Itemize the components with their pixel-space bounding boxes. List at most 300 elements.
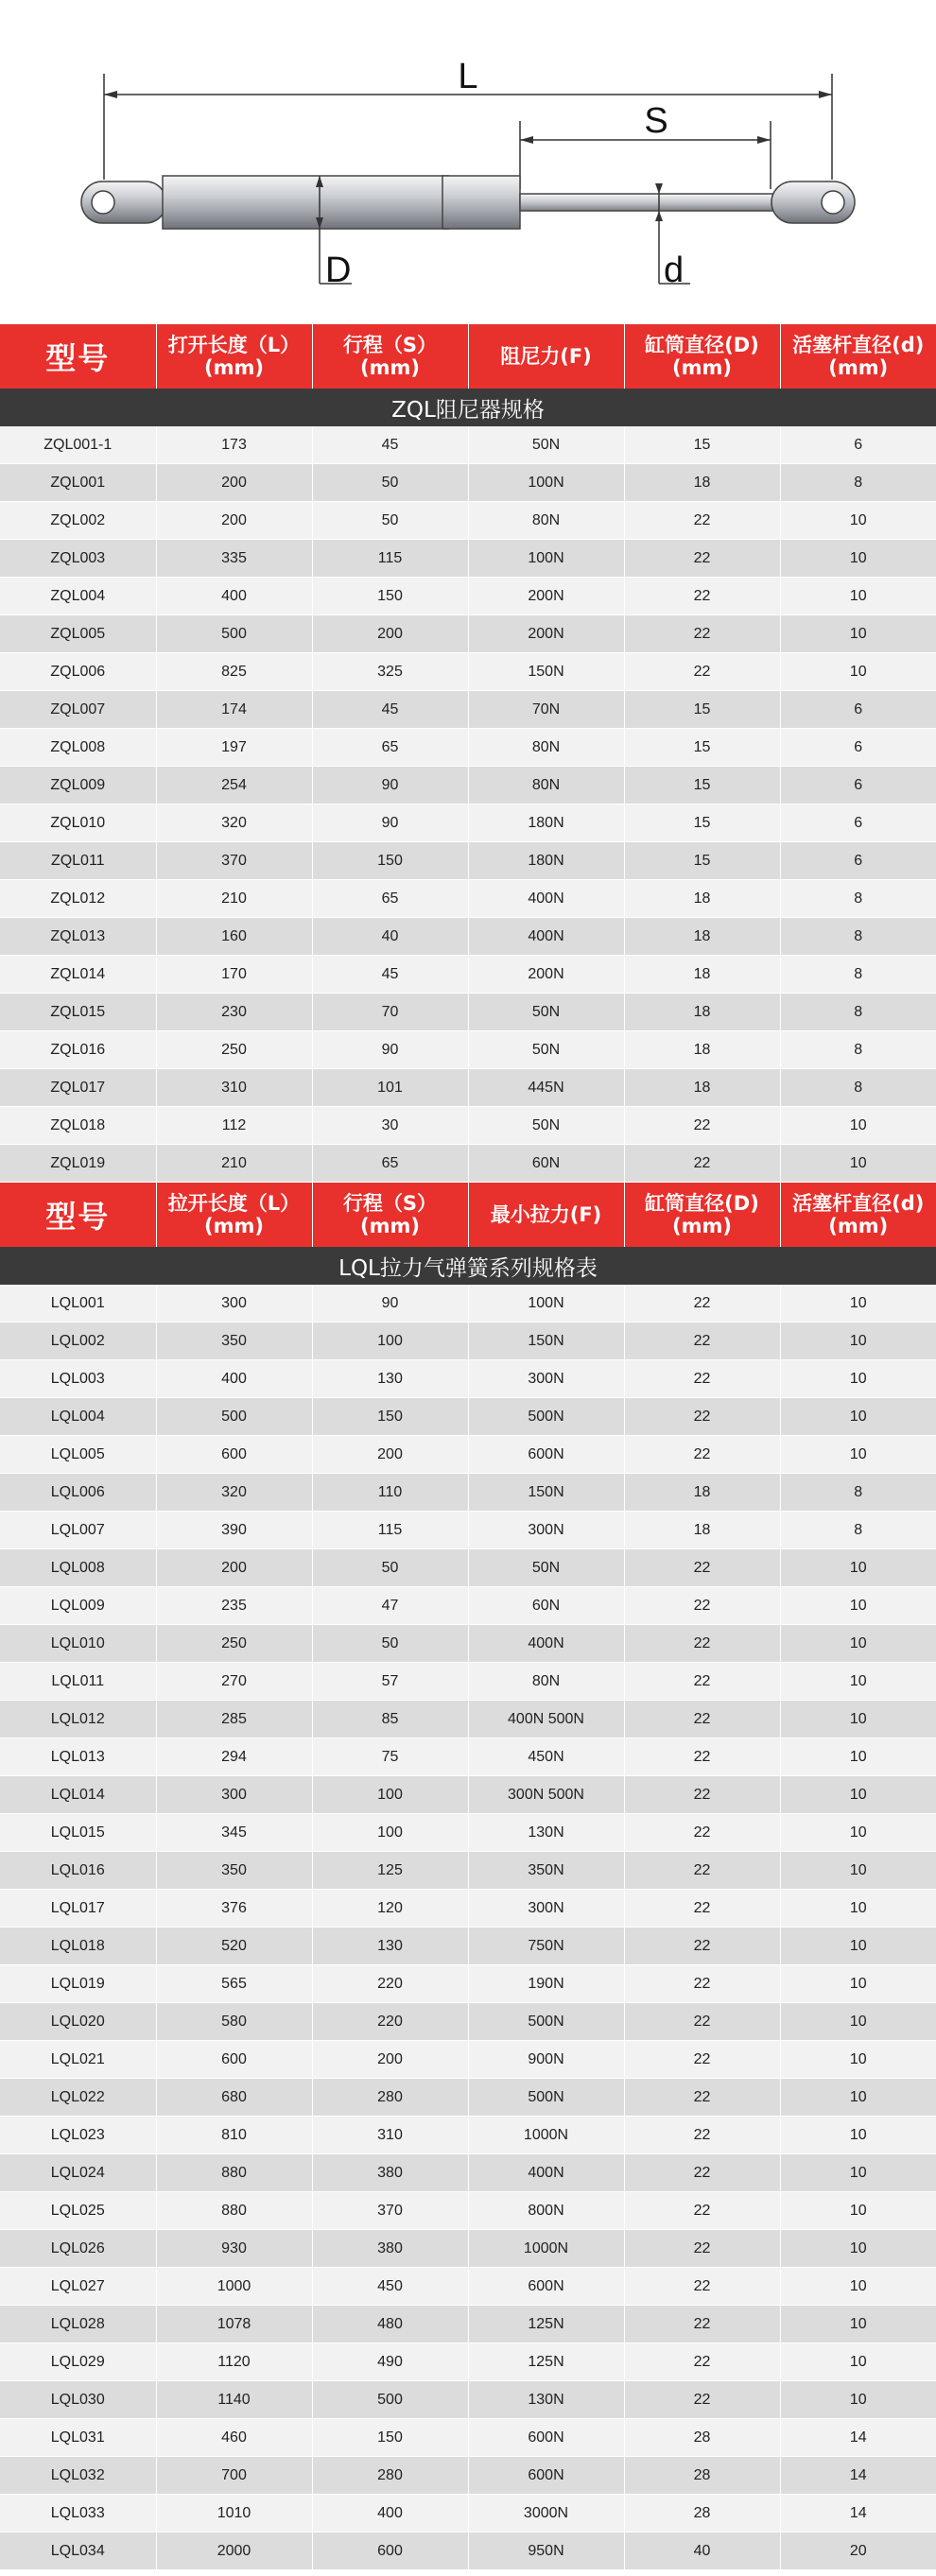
table-cell: 50 xyxy=(312,464,468,502)
table-row xyxy=(0,1360,936,1398)
table-cell: 18 xyxy=(624,1512,780,1549)
table-row xyxy=(0,729,936,767)
table-cell: 100 xyxy=(312,1323,468,1360)
table-row xyxy=(0,1625,936,1663)
table-cell: 400N xyxy=(468,2154,624,2192)
table-cell: 325 xyxy=(312,653,468,691)
table-cell: 10 xyxy=(780,578,936,615)
table-cell: 70N xyxy=(468,691,624,729)
table-cell: 22 xyxy=(624,1587,780,1625)
table-row xyxy=(0,994,936,1031)
table-cell: LQL010 xyxy=(0,1625,156,1663)
table-cell: 600 xyxy=(156,2041,312,2079)
gas-spring-drawing xyxy=(0,0,936,324)
table-cell: ZQL008 xyxy=(0,729,156,767)
table-cell: 600 xyxy=(156,1436,312,1474)
table-cell: 60N xyxy=(468,1587,624,1625)
table-cell: 10 xyxy=(780,2230,936,2268)
table-cell: ZQL018 xyxy=(0,1107,156,1145)
table-cell: 45 xyxy=(312,956,468,994)
table-cell: 50 xyxy=(312,502,468,540)
zql-header-cell: 阻尼力(F) xyxy=(468,324,624,389)
dimension-D-label: D xyxy=(325,251,352,290)
table-cell: 22 xyxy=(624,1549,780,1587)
table-cell: 22 xyxy=(624,1625,780,1663)
table-cell: 294 xyxy=(156,1738,312,1776)
table-row xyxy=(0,1549,936,1587)
table-cell: 45 xyxy=(312,426,468,464)
table-cell: LQL008 xyxy=(0,1549,156,1587)
table-cell: 10 xyxy=(780,2268,936,2306)
table-cell: LQL021 xyxy=(0,2041,156,2079)
table-row xyxy=(0,426,936,464)
table-cell: 460 xyxy=(156,2419,312,2457)
table-row xyxy=(0,1145,936,1183)
table-cell: 115 xyxy=(312,1512,468,1549)
table-row xyxy=(0,464,936,502)
zql-header-cell: 活塞杆直径(d) (mm) xyxy=(780,324,936,389)
table-cell: LQL034 xyxy=(0,2533,156,2570)
table-cell: 125N xyxy=(468,2306,624,2343)
table-cell: 8 xyxy=(780,1069,936,1107)
table-cell: 22 xyxy=(624,1814,780,1852)
table-cell: 6 xyxy=(780,426,936,464)
table-cell: 10 xyxy=(780,1738,936,1776)
table-cell: 310 xyxy=(312,2117,468,2154)
table-row xyxy=(0,2381,936,2419)
zql-header-cell: 缸筒直径(D) (mm) xyxy=(624,324,780,389)
table-cell: 10 xyxy=(780,1360,936,1398)
table-cell: 370 xyxy=(156,842,312,880)
table-cell: 60N xyxy=(468,1145,624,1183)
table-row xyxy=(0,1776,936,1814)
table-cell: ZQL004 xyxy=(0,578,156,615)
table-cell: LQL027 xyxy=(0,2268,156,2306)
table-cell: 15 xyxy=(624,426,780,464)
table-cell: 250 xyxy=(156,1031,312,1069)
table-row xyxy=(0,2117,936,2154)
table-cell: 10 xyxy=(780,1398,936,1436)
table-cell: 500 xyxy=(156,615,312,653)
table-cell: 10 xyxy=(780,1323,936,1360)
table-row xyxy=(0,956,936,994)
table-cell: 10 xyxy=(780,2192,936,2230)
table-row xyxy=(0,2003,936,2041)
table-row xyxy=(0,1965,936,2003)
table-cell: 180N xyxy=(468,804,624,842)
table-cell: LQL002 xyxy=(0,1323,156,1360)
table-row xyxy=(0,918,936,956)
table-cell: 10 xyxy=(780,2117,936,2154)
table-row xyxy=(0,540,936,578)
table-cell: 200 xyxy=(312,1436,468,1474)
table-cell: 2000 xyxy=(156,2533,312,2570)
table-cell: LQL030 xyxy=(0,2381,156,2419)
table-cell: 10 xyxy=(780,2343,936,2381)
table-cell: 10 xyxy=(780,1814,936,1852)
table-cell: 22 xyxy=(624,615,780,653)
table-cell: 14 xyxy=(780,2495,936,2533)
table-cell: 10 xyxy=(780,1701,936,1738)
lql-table-title: LQL拉力气弹簧系列规格表 xyxy=(0,1247,936,1285)
table-cell: 90 xyxy=(312,804,468,842)
table-cell: 254 xyxy=(156,767,312,804)
lql-header-cell: 缸筒直径(D) (mm) xyxy=(624,1183,780,1247)
table-cell: 450N xyxy=(468,1738,624,1776)
table-row xyxy=(0,2230,936,2268)
table-cell: 10 xyxy=(780,2381,936,2419)
table-cell: 8 xyxy=(780,1031,936,1069)
table-cell: 170 xyxy=(156,956,312,994)
table-cell: 22 xyxy=(624,1145,780,1183)
lql-header-cell: 活塞杆直径(d) (mm) xyxy=(780,1183,936,1247)
table-cell: 80N xyxy=(468,502,624,540)
table-cell: 22 xyxy=(624,1436,780,1474)
table-cell: ZQL017 xyxy=(0,1069,156,1107)
table-cell: 350N xyxy=(468,1852,624,1890)
table-cell: 400N 500N xyxy=(468,1701,624,1738)
table-cell: ZQL003 xyxy=(0,540,156,578)
table-cell: 6 xyxy=(780,729,936,767)
table-cell: 10 xyxy=(780,1107,936,1145)
table-cell: 22 xyxy=(624,578,780,615)
table-row xyxy=(0,1890,936,1928)
table-row xyxy=(0,767,936,804)
table-cell: 125N xyxy=(468,2343,624,2381)
table-cell: 100N xyxy=(468,464,624,502)
table-cell: 880 xyxy=(156,2154,312,2192)
table-cell: 174 xyxy=(156,691,312,729)
table-cell: 200 xyxy=(156,464,312,502)
table-cell: ZQL009 xyxy=(0,767,156,804)
table-cell: 22 xyxy=(624,2117,780,2154)
table-cell: 80N xyxy=(468,1663,624,1701)
table-cell: 520 xyxy=(156,1928,312,1965)
table-cell: 50N xyxy=(468,426,624,464)
table-cell: 400N xyxy=(468,1625,624,1663)
table-cell: 10 xyxy=(780,615,936,653)
table-row xyxy=(0,1663,936,1701)
table-cell: 445N xyxy=(468,1069,624,1107)
table-cell: 10 xyxy=(780,2154,936,2192)
table-cell: 930 xyxy=(156,2230,312,2268)
table-cell: LQL009 xyxy=(0,1587,156,1625)
table-cell: 22 xyxy=(624,2268,780,2306)
table-row xyxy=(0,2533,936,2570)
table-row xyxy=(0,1512,936,1549)
table-cell: 600N xyxy=(468,2268,624,2306)
table-row xyxy=(0,1701,936,1738)
table-cell: ZQL007 xyxy=(0,691,156,729)
table-cell: 85 xyxy=(312,1701,468,1738)
lql-header-cell: 型号 xyxy=(0,1183,156,1247)
table-cell: 350 xyxy=(156,1323,312,1360)
table-row xyxy=(0,1107,936,1145)
table-cell: 130 xyxy=(312,1928,468,1965)
table-cell: 400N xyxy=(468,880,624,918)
table-cell: 700 xyxy=(156,2457,312,2495)
dimension-S-label: S xyxy=(644,101,668,141)
table-cell: 200 xyxy=(312,2041,468,2079)
table-cell: 600N xyxy=(468,1436,624,1474)
table-cell: 825 xyxy=(156,653,312,691)
left-eye-end xyxy=(81,182,166,223)
table-cell: 22 xyxy=(624,2230,780,2268)
table-cell: 22 xyxy=(624,1107,780,1145)
table-cell: 22 xyxy=(624,653,780,691)
table-cell: 15 xyxy=(624,729,780,767)
table-cell: 10 xyxy=(780,1965,936,2003)
table-cell: LQL001 xyxy=(0,1285,156,1323)
table-cell: 8 xyxy=(780,1512,936,1549)
table-cell: 10 xyxy=(780,653,936,691)
table-cell: LQL012 xyxy=(0,1701,156,1738)
table-cell: 300N xyxy=(468,1890,624,1928)
table-cell: 80N xyxy=(468,729,624,767)
table-cell: 200N xyxy=(468,956,624,994)
table-cell: 680 xyxy=(156,2079,312,2117)
table-cell: 173 xyxy=(156,426,312,464)
table-cell: 150N xyxy=(468,1474,624,1512)
table-cell: 950N xyxy=(468,2533,624,2570)
table-cell: 10 xyxy=(780,1145,936,1183)
table-cell: 310 xyxy=(156,1069,312,1107)
table-cell: 8 xyxy=(780,994,936,1031)
table-cell: 22 xyxy=(624,1890,780,1928)
table-cell: 50 xyxy=(312,1549,468,1587)
table-cell: 90 xyxy=(312,1285,468,1323)
table-cell: ZQL005 xyxy=(0,615,156,653)
table-cell: 580 xyxy=(156,2003,312,2041)
table-row xyxy=(0,2495,936,2533)
table-cell: 15 xyxy=(624,804,780,842)
table-cell: 120 xyxy=(312,1890,468,1928)
table-row xyxy=(0,2192,936,2230)
table-cell: LQL020 xyxy=(0,2003,156,2041)
table-row xyxy=(0,1323,936,1360)
table-cell: 1078 xyxy=(156,2306,312,2343)
table-cell: 400N xyxy=(468,918,624,956)
table-cell: LQL023 xyxy=(0,2117,156,2154)
table-cell: 40 xyxy=(624,2533,780,2570)
table-cell: LQL006 xyxy=(0,1474,156,1512)
table-cell: 80N xyxy=(468,767,624,804)
table-cell: 300N xyxy=(468,1512,624,1549)
table-cell: LQL018 xyxy=(0,1928,156,1965)
table-cell: 100 xyxy=(312,1776,468,1814)
dimension-d-label: d xyxy=(664,251,685,290)
table-cell: ZQL001-1 xyxy=(0,426,156,464)
table-cell: LQL011 xyxy=(0,1663,156,1701)
table-cell: 90 xyxy=(312,767,468,804)
table-cell: 200 xyxy=(156,502,312,540)
table-cell: ZQL013 xyxy=(0,918,156,956)
zql-header-cell: 行程（S） (mm) xyxy=(312,324,468,389)
table-cell: 10 xyxy=(780,1436,936,1474)
table-cell: 400 xyxy=(156,1360,312,1398)
table-cell: 565 xyxy=(156,1965,312,2003)
table-cell: 18 xyxy=(624,464,780,502)
table-cell: 112 xyxy=(156,1107,312,1145)
table-cell: 15 xyxy=(624,691,780,729)
table-cell: 220 xyxy=(312,1965,468,2003)
table-cell: 190N xyxy=(468,1965,624,2003)
table-row xyxy=(0,880,936,918)
table-cell: 150 xyxy=(312,842,468,880)
table-cell: 65 xyxy=(312,880,468,918)
table-cell: 18 xyxy=(624,918,780,956)
table-row xyxy=(0,1398,936,1436)
table-cell: 115 xyxy=(312,540,468,578)
table-cell: LQL003 xyxy=(0,1360,156,1398)
table-cell: 285 xyxy=(156,1701,312,1738)
table-cell: 50N xyxy=(468,1107,624,1145)
table-cell: 600N xyxy=(468,2457,624,2495)
table-cell: 8 xyxy=(780,464,936,502)
table-row xyxy=(0,842,936,880)
table-row xyxy=(0,2457,936,2495)
table-cell: 380 xyxy=(312,2154,468,2192)
zql-header-cell: 打开长度（L） (mm) xyxy=(156,324,312,389)
table-cell: LQL013 xyxy=(0,1738,156,1776)
table-cell: LQL014 xyxy=(0,1776,156,1814)
table-row xyxy=(0,1928,936,1965)
table-row xyxy=(0,1069,936,1107)
table-cell: 750N xyxy=(468,1928,624,1965)
lql-header-cell: 最小拉力(F) xyxy=(468,1183,624,1247)
table-cell: 65 xyxy=(312,729,468,767)
table-cell: 22 xyxy=(624,1776,780,1814)
table-cell: LQL016 xyxy=(0,1852,156,1890)
table-cell: 480 xyxy=(312,2306,468,2343)
table-cell: 28 xyxy=(624,2495,780,2533)
table-cell: 180N xyxy=(468,842,624,880)
table-cell: 270 xyxy=(156,1663,312,1701)
table-row xyxy=(0,502,936,540)
table-cell: 47 xyxy=(312,1587,468,1625)
table-cell: ZQL016 xyxy=(0,1031,156,1069)
table-cell: ZQL001 xyxy=(0,464,156,502)
table-cell: 390 xyxy=(156,1512,312,1549)
table-cell: 14 xyxy=(780,2457,936,2495)
table-cell: 370 xyxy=(312,2192,468,2230)
table-cell: 8 xyxy=(780,880,936,918)
table-cell: 450 xyxy=(312,2268,468,2306)
table-row xyxy=(0,1285,936,1323)
table-cell: 250 xyxy=(156,1625,312,1663)
table-cell: 22 xyxy=(624,1928,780,1965)
table-cell: 22 xyxy=(624,2041,780,2079)
table-row xyxy=(0,1852,936,1890)
table-cell: LQL031 xyxy=(0,2419,156,2457)
table-cell: 10 xyxy=(780,1549,936,1587)
table-row xyxy=(0,653,936,691)
table-cell: 22 xyxy=(624,2381,780,2419)
table-cell: 18 xyxy=(624,956,780,994)
table-cell: ZQL010 xyxy=(0,804,156,842)
lql-header-row xyxy=(0,1183,936,1247)
zql-table-title: ZQL阻尼器规格 xyxy=(0,389,936,426)
table-cell: ZQL014 xyxy=(0,956,156,994)
table-cell: 300N 500N xyxy=(468,1776,624,1814)
table-cell: 6 xyxy=(780,842,936,880)
table-row xyxy=(0,2079,936,2117)
table-cell: 235 xyxy=(156,1587,312,1625)
table-cell: 900N xyxy=(468,2041,624,2079)
table-cell: 490 xyxy=(312,2343,468,2381)
table-cell: 200N xyxy=(468,578,624,615)
table-cell: 1000N xyxy=(468,2117,624,2154)
table-cell: 280 xyxy=(312,2457,468,2495)
table-cell: 10 xyxy=(780,2003,936,2041)
table-cell: 3000N xyxy=(468,2495,624,2533)
table-cell: LQL005 xyxy=(0,1436,156,1474)
table-cell: 22 xyxy=(624,1323,780,1360)
table-cell: 10 xyxy=(780,1587,936,1625)
table-cell: 380 xyxy=(312,2230,468,2268)
table-cell: LQL026 xyxy=(0,2230,156,2268)
table-cell: 150N xyxy=(468,1323,624,1360)
table-cell: 300 xyxy=(156,1776,312,1814)
table-cell: 1000 xyxy=(156,2268,312,2306)
cylinder-body xyxy=(163,176,520,229)
table-cell: LQL029 xyxy=(0,2343,156,2381)
table-cell: LQL015 xyxy=(0,1814,156,1852)
table-cell: 500N xyxy=(468,2079,624,2117)
table-cell: 376 xyxy=(156,1890,312,1928)
table-cell: ZQL006 xyxy=(0,653,156,691)
table-cell: 150 xyxy=(312,578,468,615)
lql-header-cell: 行程（S） (mm) xyxy=(312,1183,468,1247)
table-cell: 130N xyxy=(468,2381,624,2419)
table-cell: 75 xyxy=(312,1738,468,1776)
table-cell: 70 xyxy=(312,994,468,1031)
table-cell: 210 xyxy=(156,1145,312,1183)
table-cell: 10 xyxy=(780,502,936,540)
table-cell: LQL019 xyxy=(0,1965,156,2003)
table-cell: 880 xyxy=(156,2192,312,2230)
table-cell: LQL028 xyxy=(0,2306,156,2343)
table-cell: 345 xyxy=(156,1814,312,1852)
table-cell: 14 xyxy=(780,2419,936,2457)
table-cell: 320 xyxy=(156,804,312,842)
table-row xyxy=(0,2268,936,2306)
table-cell: 1120 xyxy=(156,2343,312,2381)
table-cell: 22 xyxy=(624,1852,780,1890)
dimension-L-label: L xyxy=(458,57,478,96)
table-cell: 15 xyxy=(624,842,780,880)
table-row xyxy=(0,578,936,615)
table-cell: 18 xyxy=(624,994,780,1031)
table-cell: 335 xyxy=(156,540,312,578)
table-cell: 90 xyxy=(312,1031,468,1069)
table-cell: 18 xyxy=(624,1069,780,1107)
table-row xyxy=(0,1738,936,1776)
table-cell: 10 xyxy=(780,1776,936,1814)
gas-spring-diagram xyxy=(0,0,936,324)
table-cell: 22 xyxy=(624,2192,780,2230)
table-cell: 1000N xyxy=(468,2230,624,2268)
table-cell: ZQL011 xyxy=(0,842,156,880)
table-cell: 130 xyxy=(312,1360,468,1398)
table-cell: 28 xyxy=(624,2457,780,2495)
table-cell: 10 xyxy=(780,1625,936,1663)
table-cell: 22 xyxy=(624,1701,780,1738)
table-row xyxy=(0,1587,936,1625)
table-cell: LQL024 xyxy=(0,2154,156,2192)
table-cell: 30 xyxy=(312,1107,468,1145)
table-cell: 22 xyxy=(624,540,780,578)
